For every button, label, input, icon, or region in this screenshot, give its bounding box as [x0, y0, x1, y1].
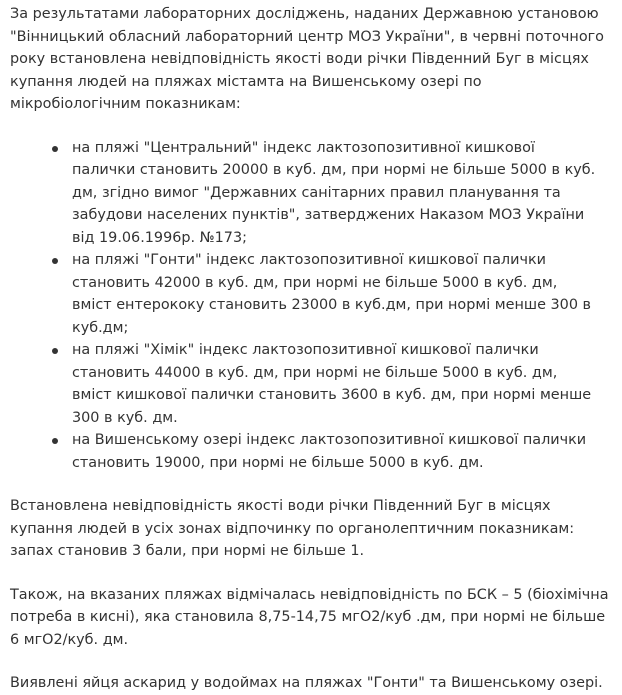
list-item-text: на пляжі "Гонти" індекс лактозопозитивної кишкової палички становить 42000 в куб. дм, при нормі не більше 5000 в куб. дм, вміст ентерококу становить 23000 в куб.дм, при нормі менше 300 в куб.дм;	[72, 252, 592, 336]
list-item-text: на Вишенському озері індекс лактозопозитивної кишкової палички становить 19000, при нормі не більше 5000 в куб. дм.	[72, 432, 587, 471]
bsk-paragraph: Також, на вказаних пляжах відмічалась невідповідність по БСК – 5 (біохімічна потреба в кисні), яка становила 8,75-14,75 мгО2/куб .дм, при нормі не більше 6 мгО2/куб. дм.	[10, 586, 609, 648]
intro-paragraph: За результатами лабораторних досліджень, наданих Державною установою "Вінницький обласний лабораторний центр МОЗ України", в червні поточного року встановлена невідповідність якості води річки Південний Буг в місцях купання людей на пляжах містамта на Вишенському озері по мікробіологічним показникам:	[10, 6, 604, 112]
bullet-icon	[52, 348, 58, 354]
organoleptic-paragraph: Встановлена невідповідність якості води річки Південний Буг в місцях купання людей в усіх зонах відпочинку по органолептичним показникам: запах становив 3 бали, при нормі не більше 1.	[10, 498, 575, 559]
bullet-icon	[52, 438, 58, 444]
findings-list	[10, 137, 612, 475]
ascarid-paragraph: Виявлені яйця аскарид у водоймах на пляжах "Гонти" та Вишенському озері.	[10, 675, 603, 691]
list-item	[48, 429, 600, 474]
bullet-icon	[52, 146, 58, 152]
list-item	[48, 137, 600, 250]
list-item	[48, 339, 600, 429]
list-item	[48, 249, 600, 339]
bullet-icon	[52, 258, 58, 264]
list-item-text: на пляжі "Хімік" індекс лактозопозитивної кишкової палички становить 44000 в куб. дм, при нормі не більше 5000 в куб. дм, вміст кишкової палички становить 3600 в куб. дм, при нормі менше 300 в куб. дм.	[72, 342, 592, 426]
list-item-text: на пляжі "Центральний" індекс лактозопозитивної кишкової палички становить 20000 в куб. дм, при нормі не більше 5000 в куб. дм, згідно вимог "Державних санітарних правил планування та забудови населених пунктів", затверджених Наказом МОЗ України від 19.06.1996р. №173;	[72, 139, 596, 246]
